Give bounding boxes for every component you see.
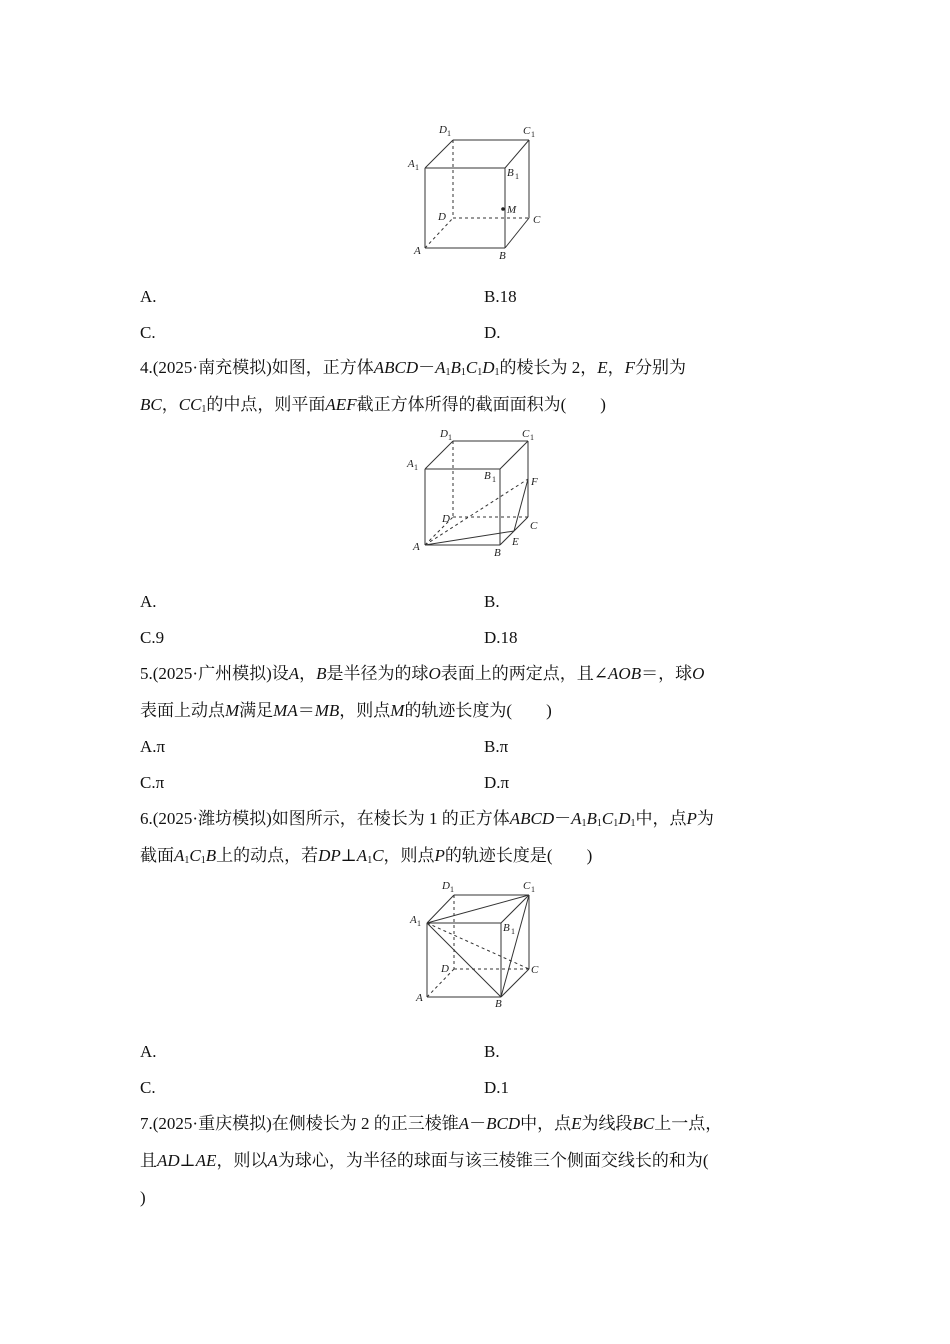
q6-option-a[interactable]: A. (140, 1042, 157, 1061)
svg-text:1: 1 (531, 130, 535, 139)
label-c1: C (523, 880, 531, 892)
label-c: C (533, 214, 541, 226)
cube-figure-q6 (405, 875, 555, 1015)
q3-option-a[interactable]: A. (140, 287, 157, 306)
label-d1: D (439, 124, 447, 136)
label-m: M (507, 204, 517, 216)
label-a: A (416, 992, 423, 1004)
label-d: D (438, 211, 446, 223)
label-b1: B (503, 922, 510, 934)
q4-option-d[interactable]: D.18 (484, 628, 518, 647)
svg-text:1: 1 (530, 433, 534, 442)
svg-text:1: 1 (511, 927, 515, 936)
q5-stem-line1: 5.(2025·广州模拟)设A，B是半径为的球O表面上的两定点，且∠AOB＝，球O (140, 664, 705, 683)
q5-option-b[interactable]: B.π (484, 737, 509, 756)
q6-option-b[interactable]: B. (484, 1042, 500, 1061)
label-a1: A (408, 158, 415, 170)
label-b: B (495, 998, 502, 1010)
label-a1: A (410, 914, 417, 926)
label-f: F (531, 476, 538, 488)
label-d: D (441, 963, 449, 975)
svg-text:1: 1 (414, 463, 418, 472)
svg-text:1: 1 (492, 475, 496, 484)
svg-text:1: 1 (515, 172, 519, 181)
label-b: B (499, 250, 506, 262)
q3-option-c[interactable]: C. (140, 323, 156, 342)
svg-text:1: 1 (415, 163, 419, 172)
q4-option-b[interactable]: B. (484, 592, 500, 611)
label-b1: B (484, 470, 491, 482)
label-c1: C (523, 125, 531, 137)
svg-text:1: 1 (448, 433, 452, 442)
q4-stem-line1: 4.(2025·南充模拟)如图，正方体$ABCD-A_1B_1C_1D_1$的棱长为 2，E，F分别为 (140, 358, 687, 378)
q6-option-c[interactable]: C. (140, 1078, 156, 1097)
label-a: A (413, 541, 420, 553)
label-c: C (530, 520, 538, 532)
q7-stem-line3: ) (140, 1188, 146, 1207)
label-e: E (512, 536, 519, 548)
label-c: C (531, 964, 539, 976)
svg-text:1: 1 (447, 129, 451, 138)
svg-text:1: 1 (450, 885, 454, 894)
q7-stem-line1: 7.(2025·重庆模拟)在侧棱长为 2 的正三棱锥A－BCD中，点E为线段BC上一点， (140, 1114, 723, 1133)
cube-figure-q3 (405, 120, 555, 265)
point-m (501, 207, 505, 211)
label-d1: D (440, 428, 448, 440)
svg-text:1: 1 (531, 885, 535, 894)
q3-option-b[interactable]: B.18 (484, 287, 517, 306)
svg-text:1: 1 (417, 919, 421, 928)
q5-option-a[interactable]: A.π (140, 737, 166, 756)
q6-stem-line2: 截面$A_1C_1B$上的动点，若$DP\perp A_1C$，则点P的轨迹长度是( ) (140, 846, 593, 866)
q6-option-d[interactable]: D.1 (484, 1078, 510, 1097)
cube-figure-q4 (400, 425, 555, 565)
q7-stem-line2: 且AD⊥AE，则以A为球心，为半径的球面与该三棱锥三个侧面交线长的和为( (140, 1151, 709, 1170)
q5-stem-line2: 表面上动点M满足MA＝MB，则点M的轨迹长度为( ) (140, 701, 552, 720)
q4-option-c[interactable]: C.9 (140, 628, 165, 647)
label-c1: C (522, 428, 530, 440)
label-a1: A (407, 458, 414, 470)
q5-option-c[interactable]: C.π (140, 773, 165, 792)
q3-option-d[interactable]: D. (484, 323, 501, 342)
q5-option-d[interactable]: D.π (484, 773, 510, 792)
label-a: A (414, 245, 421, 257)
q4-stem-line2: BC，$CC_1$的中点，则平面AEF截正方体所得的截面面积为( ) (140, 395, 606, 415)
label-b1: B (507, 167, 514, 179)
label-d: D (442, 513, 450, 525)
label-b: B (494, 547, 501, 559)
q6-stem-line1: 6.(2025·潍坊模拟)如图所示，在棱长为 1 的正方体$ABCD-A_1B_1C_1D_1$中，点P为 (140, 809, 714, 829)
q4-option-a[interactable]: A. (140, 592, 157, 611)
label-d1: D (442, 880, 450, 892)
